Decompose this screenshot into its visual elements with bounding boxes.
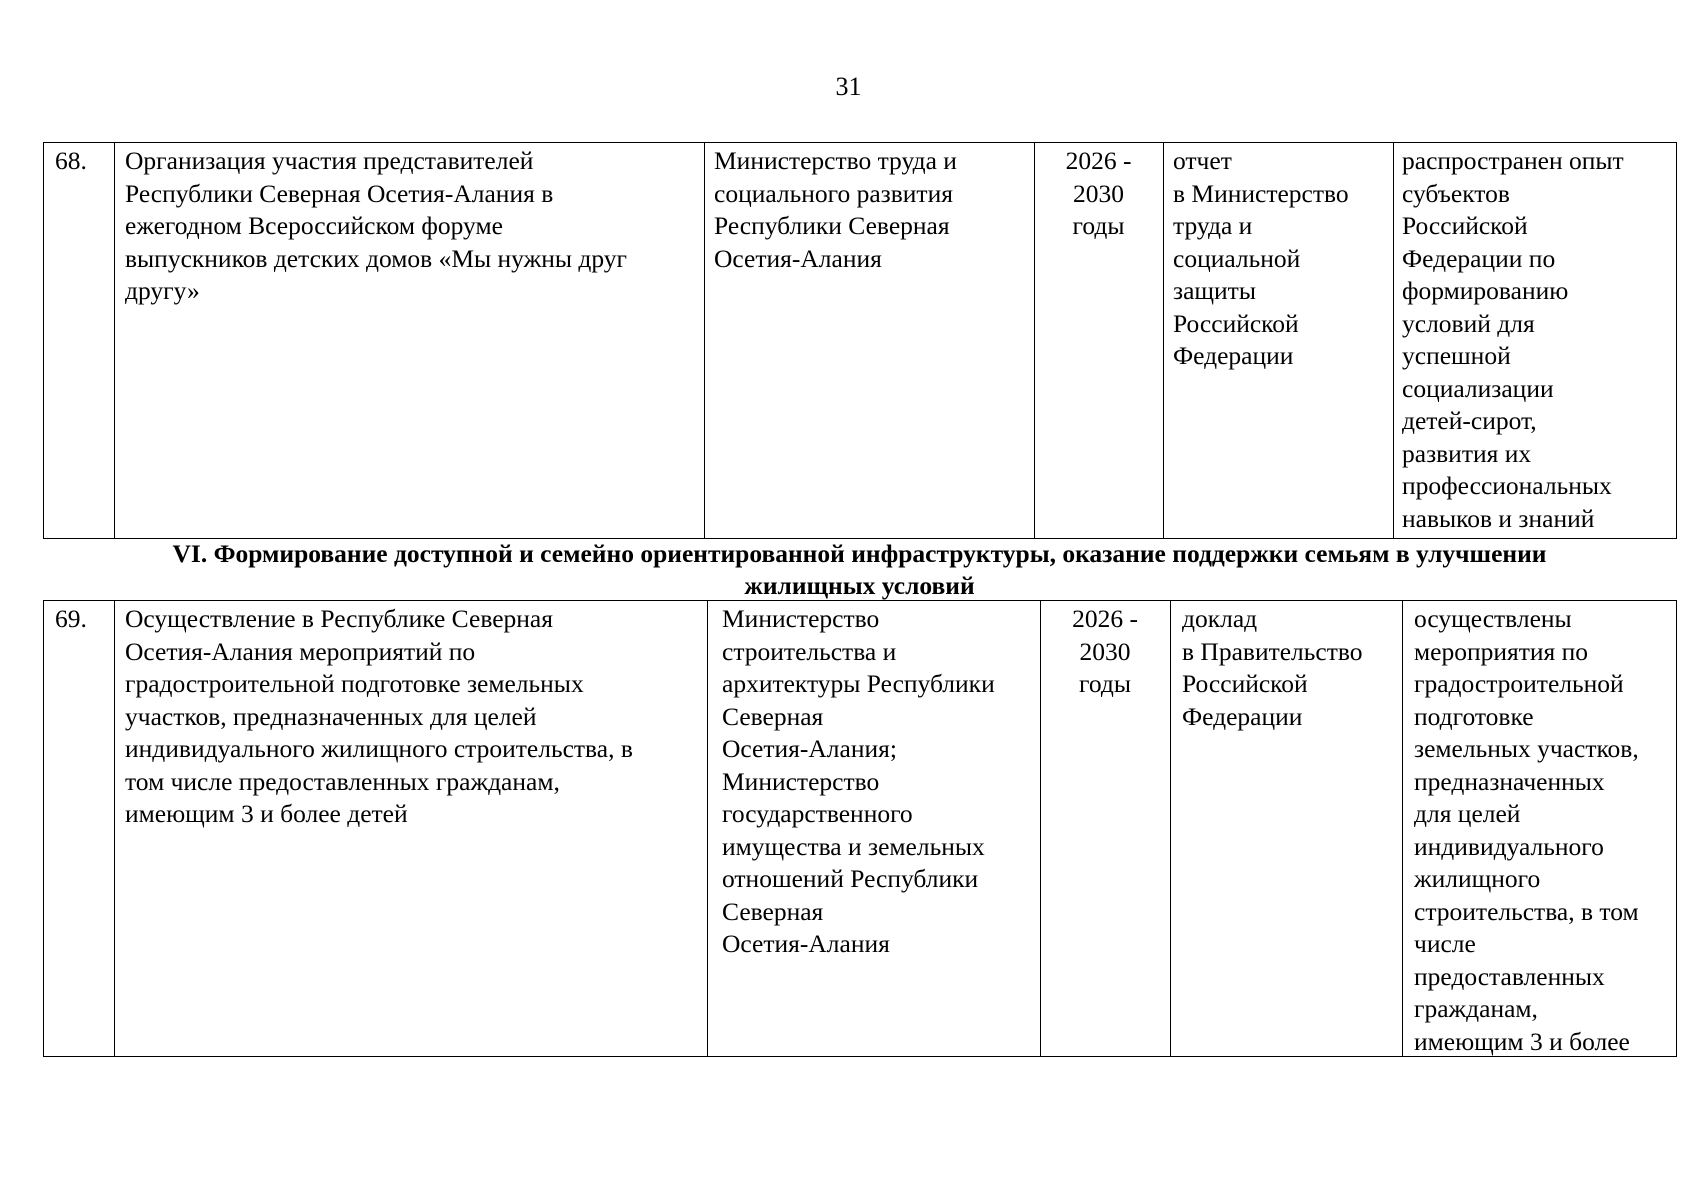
row-69-responsible: Министерство строительства и архитектуры Республики Северная Осетия-Алания; Министерство государственного имущества и земельных отношений Республики Северная Осетия-Алания: [722, 604, 995, 958]
row-69-report: доклад в Правительство Российской Федерации: [1182, 604, 1363, 731]
row-68-number: 68.: [55, 146, 87, 175]
row-69-number: 69.: [55, 604, 87, 633]
row-68-responsible: Министерство труда и социального развития Республики Северная Осетия-Алания: [714, 146, 957, 273]
row-68-period: 2026 - 2030 годы: [1065, 146, 1132, 240]
row-69-result: осуществлены мероприятия по градостроительной подготовке земельных участков, предназначенных для целей индивидуального жилищного строительства, в том числе предоставленных гражданам, имеющим 3 и более: [1414, 604, 1639, 1056]
row-68-report: отчет в Министерство труда и социальной защиты Российской Федерации: [1173, 146, 1349, 370]
row-68-activity: Организация участия представителей Республики Северная Осетия-Алания в ежегодном Всероссийском форуме выпускников детских домов «Мы нужны друг другу»: [125, 146, 627, 305]
row-69-period: 2026 - 2030 годы: [1072, 604, 1138, 698]
row-69-activity: Осуществление в Республике Северная Осетия-Алания мероприятий по градостроительной подготовке земельных участков, предназначенных для целей индивидуального жилищного строительства, в том числе предоставленных гражданам, имеющим 3 и более детей: [125, 604, 633, 828]
section-heading: VI. Формирование доступной и семейно ориентированной инфраструктуры, оказание поддержки семьям в улучшении жилищных условий: [172, 539, 1547, 600]
row-68-result: распространен опыт субъектов Российской Федерации по формированию условий для успешной социализации детей-сирот, развития их профессиональных навыков и знаний: [1402, 146, 1624, 533]
page-number: 31: [835, 72, 862, 101]
